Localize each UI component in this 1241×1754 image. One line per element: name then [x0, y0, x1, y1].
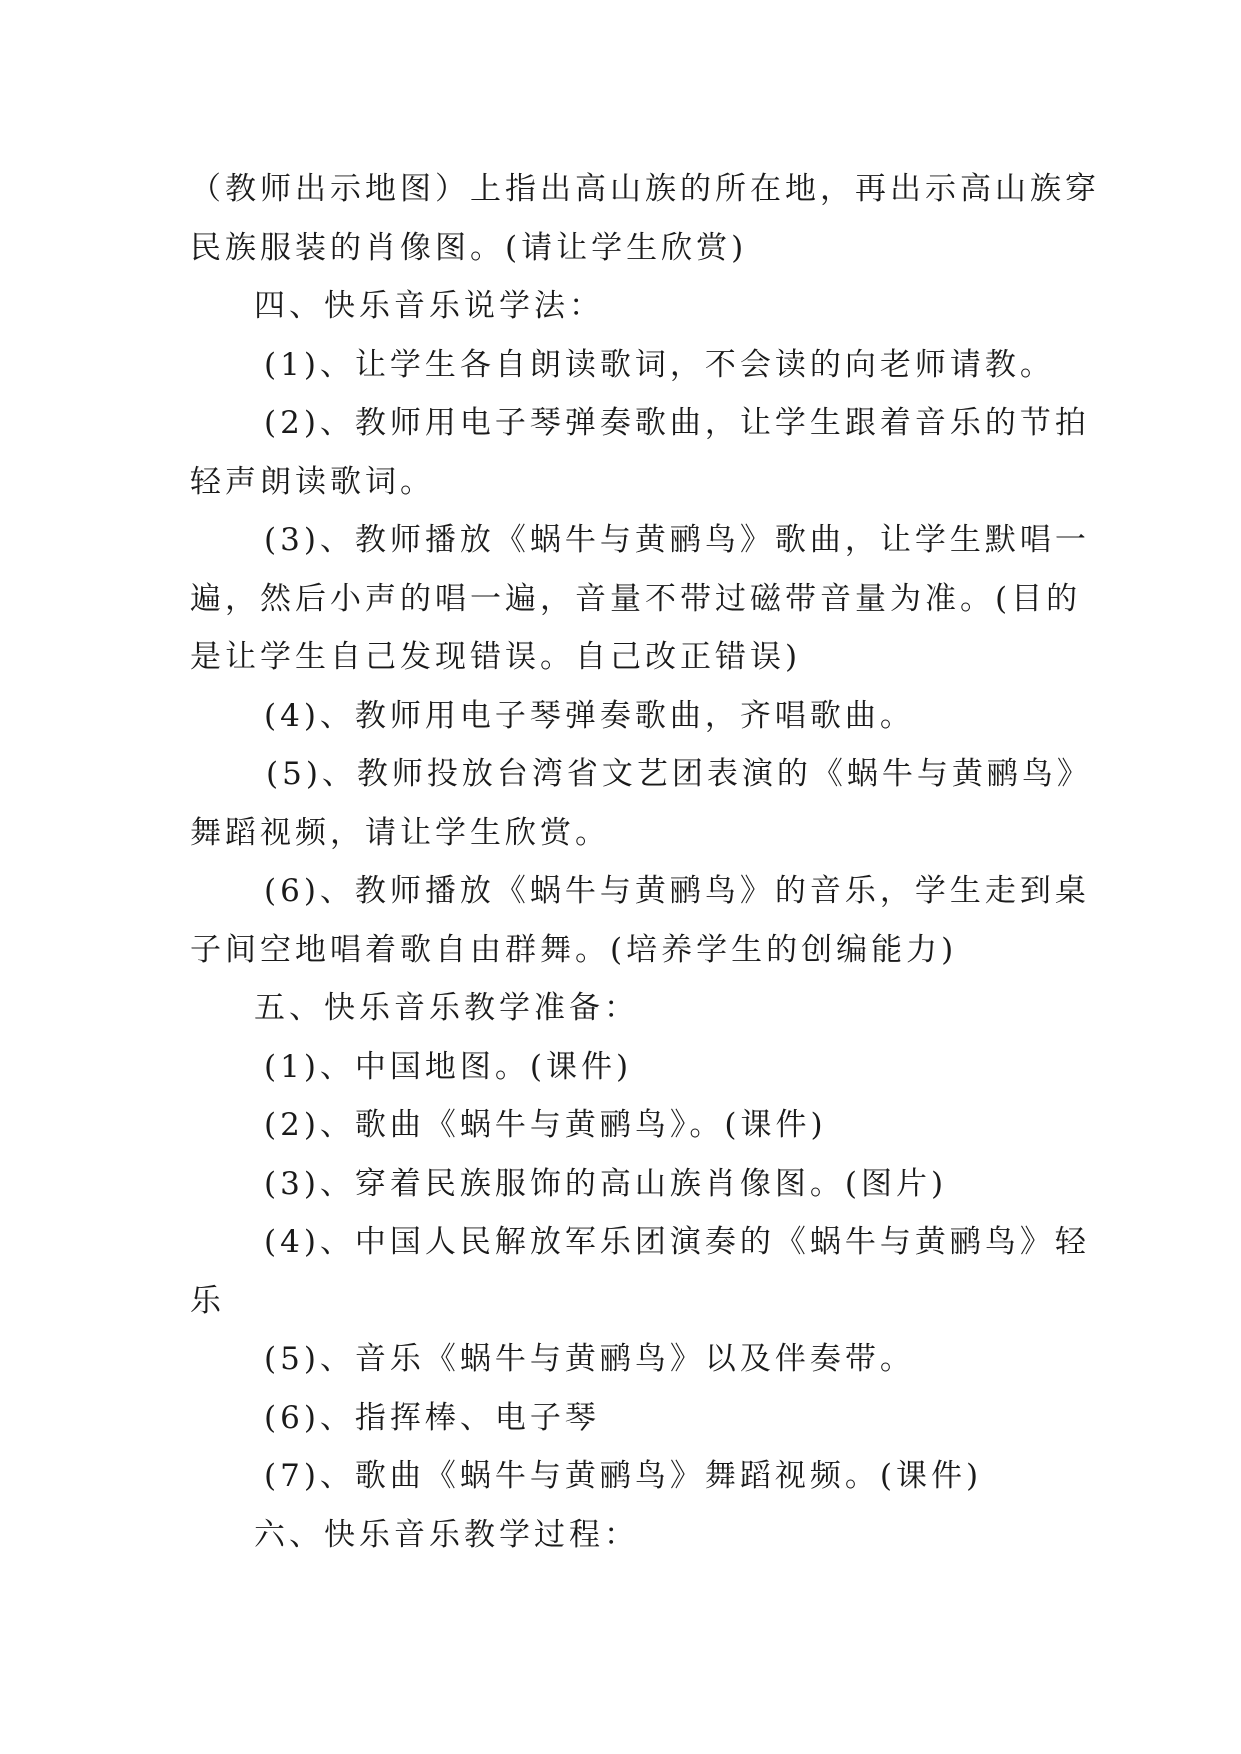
list-item: (6)、教师播放《蜗牛与黄鹂鸟》的音乐，学生走到桌 — [264, 873, 1090, 909]
paragraph-line: （教师出示地图）上指出高山族的所在地，再出示高山族穿 — [190, 171, 1100, 207]
list-item: (3)、穿着民族服饰的高山族肖像图。(图片) — [264, 1165, 948, 1202]
list-item: (2)、歌曲《蜗牛与黄鹂鸟》。(课件) — [264, 1107, 827, 1143]
section-heading: 六、快乐音乐教学过程： — [254, 1516, 639, 1553]
list-item: (5)、音乐《蜗牛与黄鹂鸟》以及伴奏带。 — [264, 1341, 915, 1377]
list-item: (1)、中国地图。(课件) — [264, 1048, 633, 1085]
paragraph-line: 乐 — [190, 1282, 225, 1319]
list-item: (6)、指挥棒、电子琴 — [264, 1399, 600, 1436]
list-item: (5)、教师投放台湾省文艺团表演的《蜗牛与黄鹂鸟》 — [266, 756, 1092, 792]
list-item: (1)、让学生各自朗读歌词，不会读的向老师请教。 — [264, 346, 1055, 383]
list-item: (7)、歌曲《蜗牛与黄鹂鸟》舞蹈视频。(课件) — [264, 1458, 983, 1494]
paragraph-line: 子间空地唱着歌自由群舞。(培养学生的创编能力) — [190, 931, 958, 968]
list-item: (2)、教师用电子琴弹奏歌曲，让学生跟着音乐的节拍 — [264, 405, 1090, 441]
list-item: (3)、教师播放《蜗牛与黄鹂鸟》歌曲，让学生默唱一 — [264, 522, 1090, 558]
document-body — [190, 160, 1100, 1564]
paragraph-line: 遍，然后小声的唱一遍，音量不带过磁带音量为准。(目的 — [190, 580, 1082, 617]
section-heading: 四、快乐音乐说学法： — [254, 288, 604, 324]
list-item: (4)、中国人民解放军乐团演奏的《蜗牛与黄鹂鸟》轻 — [264, 1224, 1090, 1260]
section-heading: 五、快乐音乐教学准备： — [254, 990, 639, 1026]
list-item: (4)、教师用电子琴弹奏歌曲，齐唱歌曲。 — [264, 697, 915, 734]
paragraph-line: 舞蹈视频，请让学生欣赏。 — [190, 814, 610, 851]
paragraph-line: 是让学生自己发现错误。自己改正错误) — [190, 639, 802, 675]
paragraph-line: 轻声朗读歌词。 — [190, 463, 435, 500]
paragraph-line: 民族服装的肖像图。(请让学生欣赏) — [190, 229, 748, 266]
